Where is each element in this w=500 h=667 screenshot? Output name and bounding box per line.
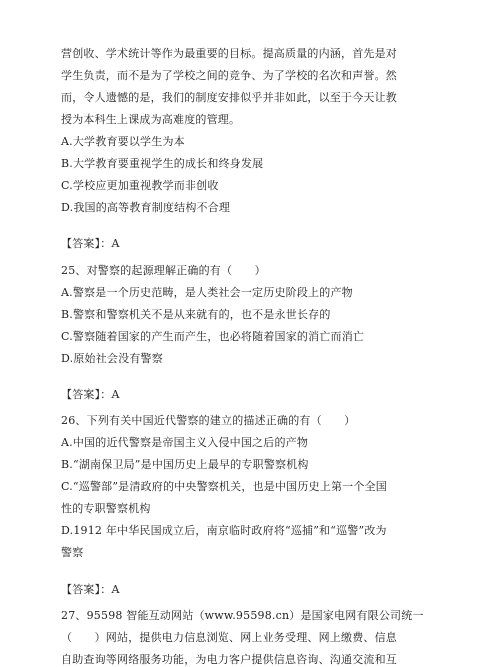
q26-option-b: B.“湖南保卫局”是中国历史上最早的专职警察机构	[61, 458, 309, 471]
intro-line-4: 授为本科生上课成为高难度的管理。	[61, 113, 241, 126]
q25-stem: 25、对警察的起源理解正确的有（ ）	[61, 264, 266, 277]
q27-line-2: （ ）网站，提供电力信息浏览、网上业务受理、网上缴费、信息	[61, 631, 397, 644]
q26-option-d-cont: 警察	[61, 546, 84, 559]
q24-option-d: D.我国的高等教育制度结构不合理	[61, 201, 231, 214]
q26-option-c-cont: 性的专职警察机构	[61, 502, 151, 515]
q24-option-b: B.大学教育要重视学生的成长和终身发展	[61, 157, 264, 170]
q24-option-a: A.大学教育要以学生为本	[61, 135, 185, 148]
q26-option-d: D.1912 年中华民国成立后，南京临时政府将“巡捕”和“巡警”改为	[61, 524, 387, 537]
q25-option-a: A.警察是一个历史范畴，是人类社会一定历史阶段上的产物	[61, 286, 353, 299]
q27-line-1: 27、95598 智能互动网站（www.95598.cn）是国家电网有限公司统一	[61, 609, 424, 622]
q27-line-3: 自助查询等网络服务功能，为电力客户提供信息咨询、沟通交流和互	[61, 653, 397, 666]
q26-stem: 26、下列有关中国近代警察的建立的描述正确的有（ ）	[61, 414, 356, 427]
q25-answer: 【答案】：A	[61, 388, 120, 401]
q24-option-c: C.学校应更加重视教学而非创收	[61, 179, 219, 192]
intro-line-3: 而，令人遗憾的是，我们的制度安排似乎并非如此，以至于今天让教	[61, 91, 397, 104]
q26-option-a: A.中国的近代警察是帝国主义入侵中国之后的产物	[61, 436, 309, 449]
intro-line-1: 营创收、学术统计等作为最重要的目标。提高质量的内涵，首先是对	[61, 47, 397, 60]
q26-answer: 【答案】：A	[61, 583, 120, 596]
q25-option-b: B.警察和警察机关不是从来就有的，也不是永世长存的	[61, 308, 331, 321]
q26-option-c: C.“巡警部”是清政府的中央警察机关，也是中国历史上第一个全国	[61, 480, 387, 493]
q24-answer: 【答案】：A	[61, 237, 120, 250]
q25-option-d: D.原始社会没有警察	[61, 352, 163, 365]
intro-line-2: 学生负责，而不是为了学校之间的竞争、为了学校的名次和声誉。然	[61, 69, 397, 82]
q25-option-c: C.警察随着国家的产生而产生，也必将随着国家的消亡而消亡	[61, 330, 365, 343]
